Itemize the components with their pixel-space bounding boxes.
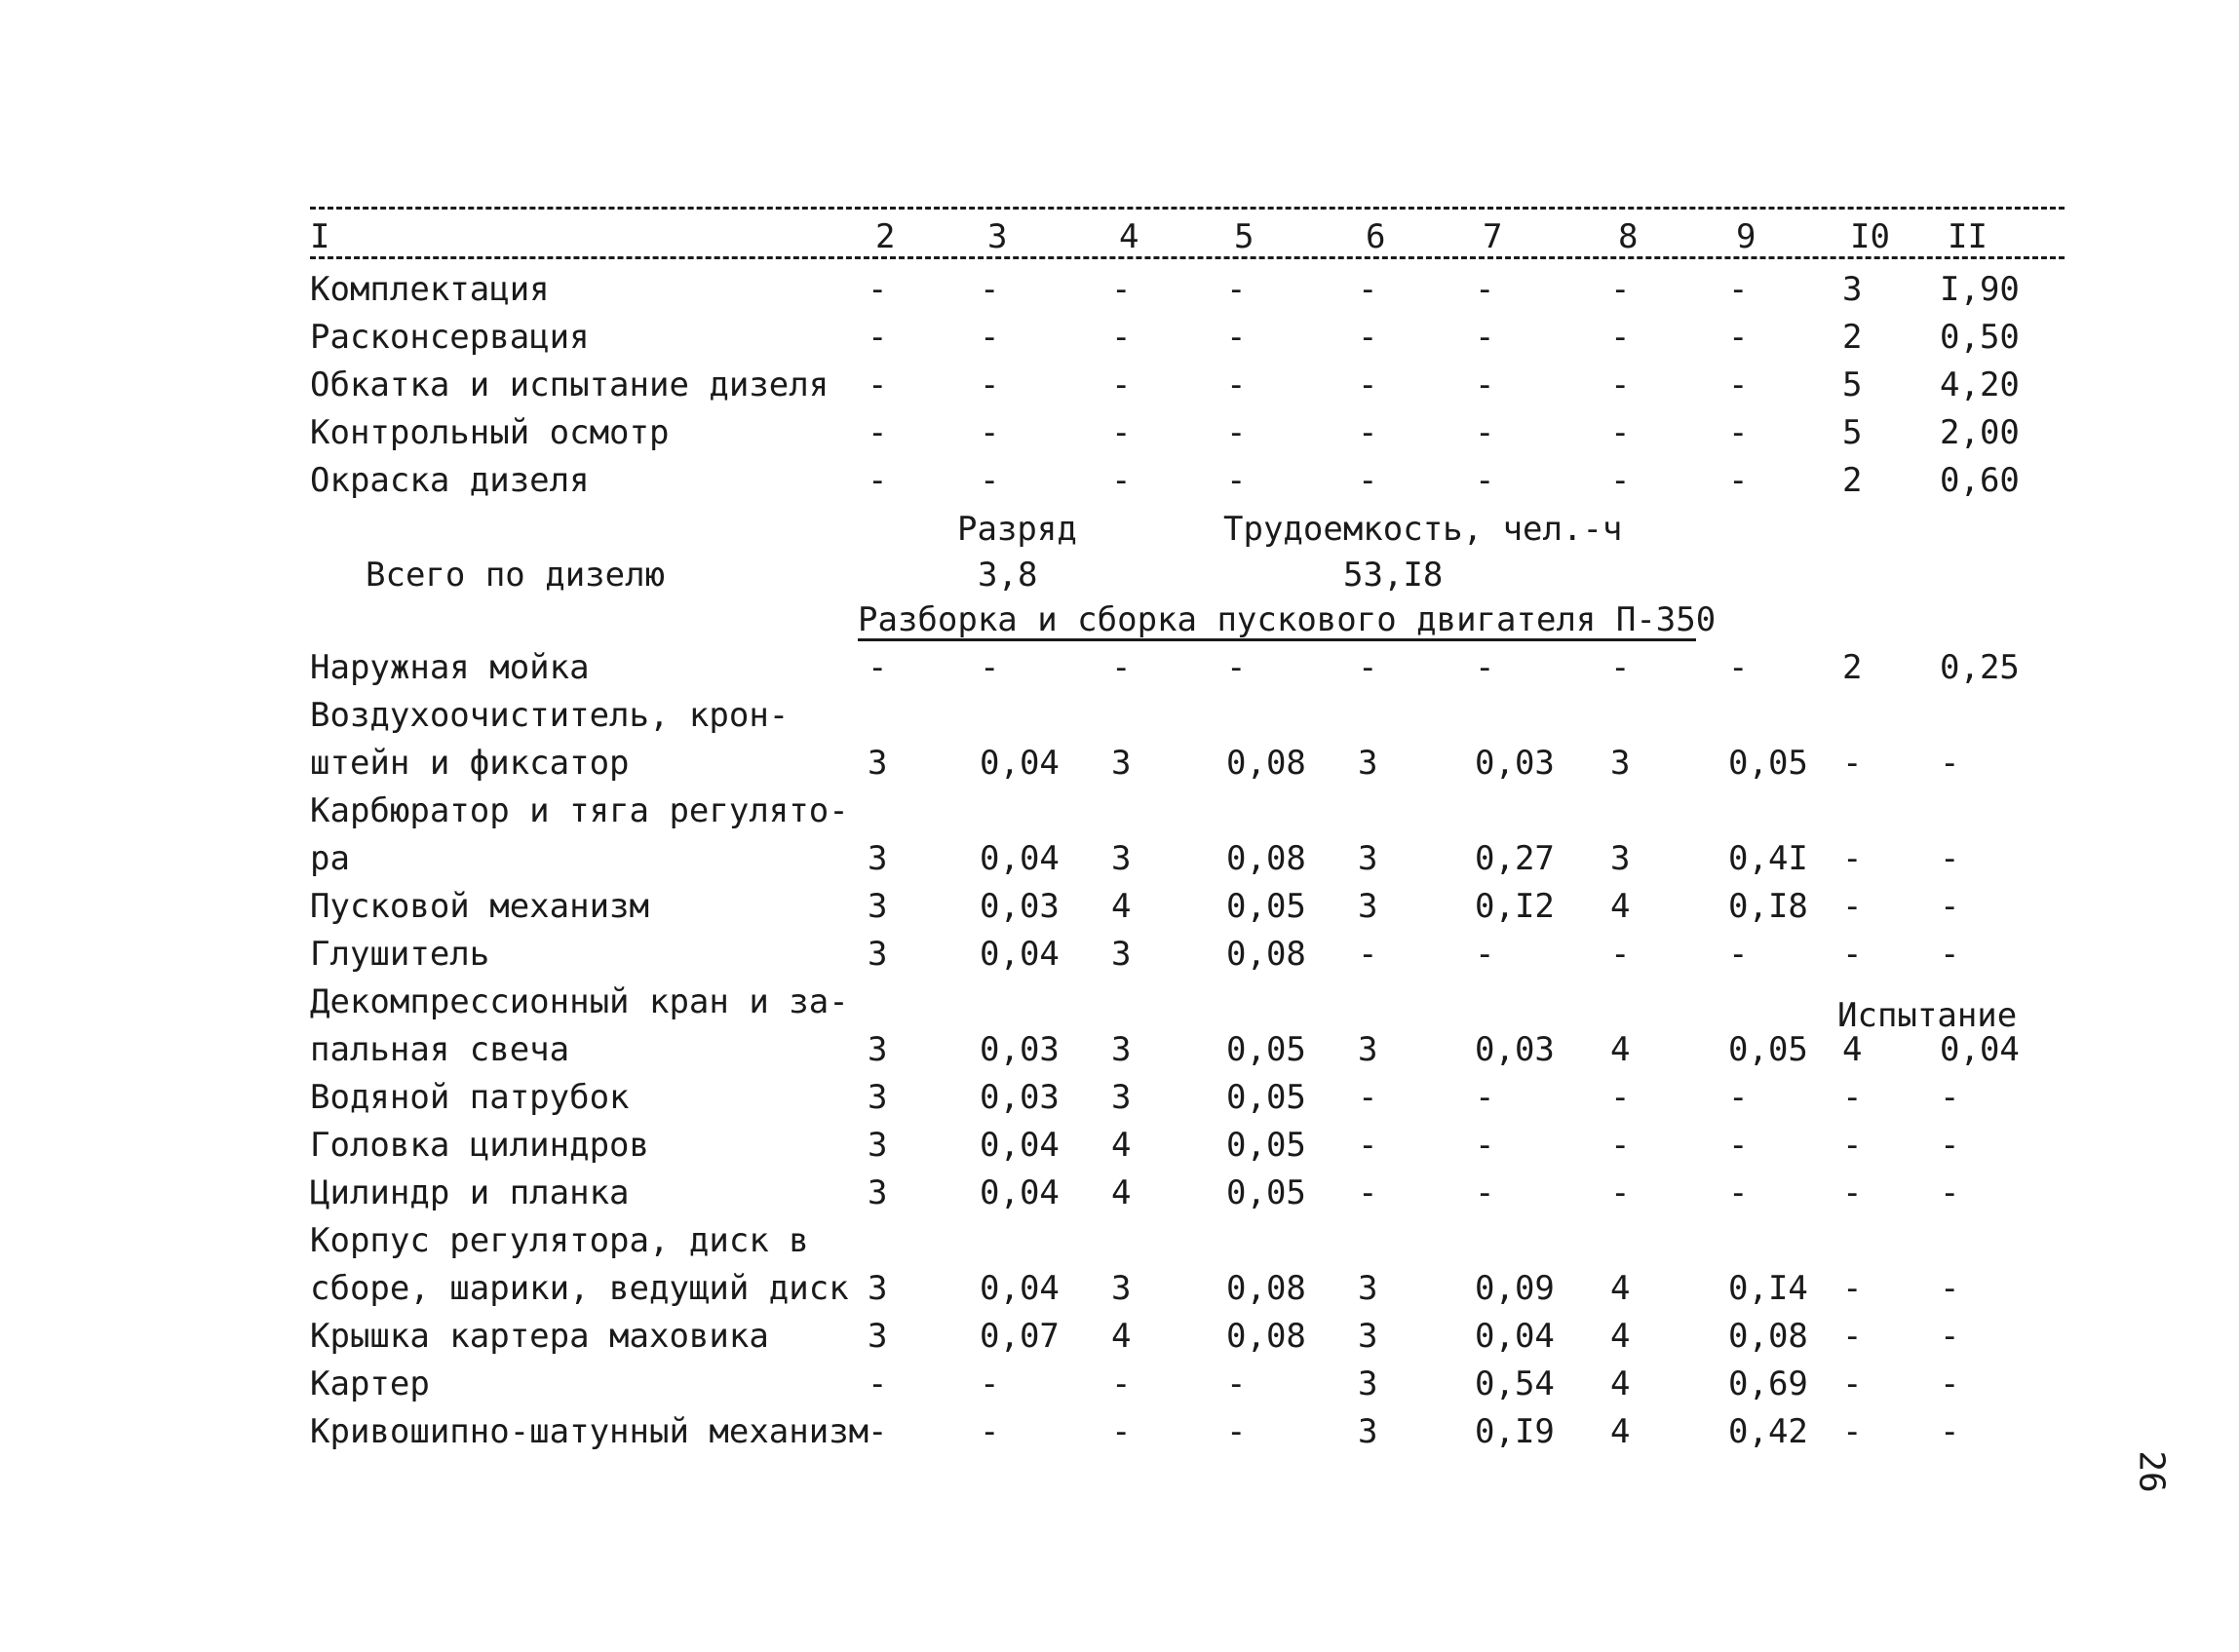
table-cell: 4 <box>1111 1126 1132 1165</box>
header-col-3: 3 <box>987 217 1008 256</box>
table-cell: 3 <box>868 839 888 878</box>
table-cell: - <box>1728 461 1749 500</box>
table-cell: - <box>1610 1173 1631 1212</box>
table-cell: - <box>1475 1173 1495 1212</box>
table-cell: 3 <box>1610 744 1631 783</box>
table-cell: 3 <box>1610 839 1631 878</box>
table-cell: 2,00 <box>1940 413 2020 452</box>
test-note: Испытание <box>1837 996 2018 1035</box>
row-label: Расконсервация <box>310 318 590 357</box>
table-cell: - <box>1475 413 1495 452</box>
table-cell: 4 <box>1842 1030 1863 1069</box>
table-cell: - <box>1940 1269 1960 1308</box>
table-cell: 0,04 <box>980 1269 1060 1308</box>
table-cell: - <box>1610 935 1631 974</box>
table-cell: 4 <box>1610 1364 1631 1403</box>
table-cell: - <box>1475 270 1495 309</box>
table-cell: - <box>980 413 1000 452</box>
table-cell: 0,04 <box>980 1173 1060 1212</box>
table-cell: 0,05 <box>1226 1173 1306 1212</box>
table-cell: 0,03 <box>980 1078 1060 1117</box>
table-cell: 0,08 <box>1226 839 1306 878</box>
table-cell: 3 <box>1111 935 1132 974</box>
table-cell: - <box>1728 935 1749 974</box>
table-cell: - <box>1475 365 1495 404</box>
table-cell: 3 <box>868 1078 888 1117</box>
table-cell: - <box>1358 461 1378 500</box>
table-cell: - <box>1226 648 1247 687</box>
table-cell: - <box>1610 365 1631 404</box>
table-cell: 3 <box>1358 1030 1378 1069</box>
table-cell: - <box>980 318 1000 357</box>
table-cell: 0,08 <box>1226 935 1306 974</box>
razryad-value: 3,8 <box>978 556 1038 595</box>
trudoemkost-value: 53,I8 <box>1343 556 1444 595</box>
header-col-8: 8 <box>1618 217 1639 256</box>
table-cell: 3 <box>868 887 888 926</box>
header-col-2: 2 <box>875 217 896 256</box>
table-cell: 0,I4 <box>1728 1269 1808 1308</box>
table-cell: - <box>1842 839 1863 878</box>
table-cell: 3 <box>868 1317 888 1356</box>
table-cell: 4 <box>1610 1030 1631 1069</box>
table-cell: - <box>1940 1078 1960 1117</box>
row-label: Головка цилиндров <box>310 1126 649 1165</box>
table-cell: - <box>1358 270 1378 309</box>
table-cell: 0,50 <box>1940 318 2020 357</box>
table-cell: - <box>1610 1078 1631 1117</box>
table-cell: - <box>1226 1364 1247 1403</box>
table-cell: 3 <box>1111 1269 1132 1308</box>
header-col-5: 5 <box>1234 217 1255 256</box>
row-label: пальная свеча <box>310 1030 570 1069</box>
table-cell: 4 <box>1111 1317 1132 1356</box>
table-cell: - <box>1842 935 1863 974</box>
section-title: Разборка и сборка пускового двигателя П-350 <box>858 600 1717 639</box>
table-cell: 4 <box>1610 1317 1631 1356</box>
row-label: Контрольный осмотр <box>310 413 670 452</box>
table-cell: 0,03 <box>980 887 1060 926</box>
table-cell: 4 <box>1610 1412 1631 1451</box>
table-cell: 2 <box>1842 318 1863 357</box>
table-cell: 0,05 <box>1226 1126 1306 1165</box>
row-label: Обкатка и испытание дизеля <box>310 365 830 404</box>
table-cell: - <box>868 413 888 452</box>
table-cell: 0,27 <box>1475 839 1555 878</box>
table-cell: - <box>1475 1078 1495 1117</box>
table-cell: 0,04 <box>980 1126 1060 1165</box>
table-cell: 0,I9 <box>1475 1412 1555 1451</box>
row-label: Водяной патрубок <box>310 1078 630 1117</box>
table-cell: - <box>1358 1078 1378 1117</box>
table-cell: 0,08 <box>1728 1317 1808 1356</box>
table-cell: 3 <box>1111 839 1132 878</box>
table-cell: - <box>980 365 1000 404</box>
table-cell: 0,04 <box>980 935 1060 974</box>
table-cell: - <box>1842 1412 1863 1451</box>
table-cell: - <box>1842 1317 1863 1356</box>
header-col-9: 9 <box>1736 217 1756 256</box>
table-cell: - <box>980 270 1000 309</box>
table-cell: 3 <box>868 935 888 974</box>
table-cell: - <box>868 1364 888 1403</box>
table-cell: - <box>1940 1126 1960 1165</box>
row-label: Комплектация <box>310 270 550 309</box>
table-cell: - <box>1610 318 1631 357</box>
table-cell: 0,I8 <box>1728 887 1808 926</box>
table-cell: 3 <box>1111 744 1132 783</box>
table-cell: 0,03 <box>1475 744 1555 783</box>
table-cell: - <box>1475 461 1495 500</box>
table-cell: - <box>1940 887 1960 926</box>
table-cell: - <box>1111 413 1132 452</box>
table-cell: 3 <box>1111 1030 1132 1069</box>
table-cell: - <box>1226 365 1247 404</box>
header-col-6: 6 <box>1366 217 1386 256</box>
table-cell: 0,03 <box>980 1030 1060 1069</box>
table-cell: - <box>1728 1126 1749 1165</box>
row-label: Корпус регулятора, диск в <box>310 1221 809 1260</box>
table-cell: 3 <box>1358 1412 1378 1451</box>
table-cell: 0,69 <box>1728 1364 1808 1403</box>
table-cell: 0,07 <box>980 1317 1060 1356</box>
table-cell: 0,05 <box>1728 744 1808 783</box>
table-cell: - <box>980 1412 1000 1451</box>
table-cell: - <box>1940 1412 1960 1451</box>
table-cell: 0,08 <box>1226 1269 1306 1308</box>
table-cell: 2 <box>1842 461 1863 500</box>
row-label: Крышка картера маховика <box>310 1317 769 1356</box>
table-cell: - <box>1610 413 1631 452</box>
row-label: сборе, шарики, ведущий диск <box>310 1269 849 1308</box>
table-cell: 0,04 <box>980 744 1060 783</box>
table-cell: 3 <box>868 1269 888 1308</box>
table-cell: - <box>1226 413 1247 452</box>
table-cell: 0,05 <box>1226 1030 1306 1069</box>
row-label: Пусковой механизм <box>310 887 649 926</box>
table-cell: 4 <box>1610 1269 1631 1308</box>
table-cell: 0,03 <box>1475 1030 1555 1069</box>
table-cell: - <box>1728 1078 1749 1117</box>
row-label: Карбюратор и тяга регулято- <box>310 791 849 830</box>
table-cell: - <box>1358 1173 1378 1212</box>
table-cell: - <box>1226 1412 1247 1451</box>
table-cell: 0,05 <box>1728 1030 1808 1069</box>
table-cell: 4 <box>1111 887 1132 926</box>
table-cell: 0,04 <box>1940 1030 2020 1069</box>
table-cell: - <box>1842 744 1863 783</box>
table-cell: 3 <box>1358 1364 1378 1403</box>
table-cell: 0,25 <box>1940 648 2020 687</box>
row-label: Картер <box>310 1364 430 1403</box>
table-cell: - <box>868 270 888 309</box>
table-cell: - <box>1475 1126 1495 1165</box>
table-cell: 3 <box>1842 270 1863 309</box>
table-cell: - <box>1728 365 1749 404</box>
table-cell: - <box>1728 270 1749 309</box>
table-cell: 0,05 <box>1226 1078 1306 1117</box>
header-col-10: I0 <box>1850 217 1890 256</box>
table-cell: - <box>868 648 888 687</box>
table-cell: - <box>1940 839 1960 878</box>
row-label: Глушитель <box>310 935 490 974</box>
trudoemkost-label: Трудоемкость, чел.-ч <box>1223 510 1623 549</box>
header-col-11: II <box>1948 217 1988 256</box>
table-cell: - <box>1358 413 1378 452</box>
table-cell: - <box>1475 648 1495 687</box>
header-col-4: 4 <box>1119 217 1139 256</box>
header-col-1: I <box>310 217 330 256</box>
row-label: ра <box>310 839 350 878</box>
table-cell: - <box>1358 365 1378 404</box>
table-cell: 0,08 <box>1226 744 1306 783</box>
table-cell: 0,04 <box>1475 1317 1555 1356</box>
table-cell: - <box>1111 461 1132 500</box>
table-cell: 3 <box>1358 839 1378 878</box>
table-cell: - <box>1226 461 1247 500</box>
table-cell: 3 <box>868 744 888 783</box>
table-cell: 5 <box>1842 365 1863 404</box>
row-label: Наружная мойка <box>310 648 590 687</box>
table-cell: 3 <box>868 1126 888 1165</box>
table-cell: - <box>1842 1364 1863 1403</box>
table-cell: - <box>1842 887 1863 926</box>
table-cell: - <box>1940 1173 1960 1212</box>
table-cell: 0,4I <box>1728 839 1808 878</box>
table-cell: I,90 <box>1940 270 2020 309</box>
table-cell: - <box>1358 318 1378 357</box>
table-cell: 0,09 <box>1475 1269 1555 1308</box>
table-cell: 0,54 <box>1475 1364 1555 1403</box>
table-cell: - <box>1610 270 1631 309</box>
page-number: 26 <box>2131 1450 2172 1493</box>
table-cell: - <box>1940 1317 1960 1356</box>
table-cell: - <box>1111 648 1132 687</box>
table-cell: - <box>1728 413 1749 452</box>
table-cell: - <box>868 1412 888 1451</box>
row-label: Декомпрессионный кран и за- <box>310 982 849 1021</box>
table-cell: - <box>1358 1126 1378 1165</box>
table-cell: - <box>980 1364 1000 1403</box>
table-cell: 3 <box>868 1173 888 1212</box>
table-cell: - <box>1111 1412 1132 1451</box>
table-top-border <box>310 207 2065 210</box>
table-cell: - <box>1940 935 1960 974</box>
row-label: Окраска дизеля <box>310 461 590 500</box>
table-cell: 4 <box>1111 1173 1132 1212</box>
table-cell: - <box>1111 318 1132 357</box>
table-cell: - <box>1610 461 1631 500</box>
table-cell: - <box>1842 1126 1863 1165</box>
table-cell: - <box>1111 270 1132 309</box>
row-label: Цилиндр и планка <box>310 1173 630 1212</box>
table-cell: 0,08 <box>1226 1317 1306 1356</box>
table-cell: 4,20 <box>1940 365 2020 404</box>
table-cell: - <box>1358 648 1378 687</box>
table-cell: 4 <box>1610 887 1631 926</box>
table-cell: - <box>980 648 1000 687</box>
table-cell: 3 <box>1358 1317 1378 1356</box>
table-cell: 0,05 <box>1226 887 1306 926</box>
table-cell: - <box>1842 1173 1863 1212</box>
table-cell: 2 <box>1842 648 1863 687</box>
header-col-7: 7 <box>1483 217 1503 256</box>
table-cell: - <box>1728 318 1749 357</box>
table-cell: - <box>868 461 888 500</box>
table-cell: - <box>1940 744 1960 783</box>
table-cell: - <box>1610 1126 1631 1165</box>
row-label: Кривошипно-шатунный механизм <box>310 1412 869 1451</box>
header-bottom-border <box>310 256 2065 259</box>
table-cell: 0,60 <box>1940 461 2020 500</box>
table-cell: - <box>1610 648 1631 687</box>
table-cell: - <box>980 461 1000 500</box>
table-cell: - <box>1226 270 1247 309</box>
table-cell: 3 <box>1358 887 1378 926</box>
table-cell: 3 <box>1358 1269 1378 1308</box>
table-cell: 5 <box>1842 413 1863 452</box>
total-label: Всего по дизелю <box>366 556 666 595</box>
razryad-label: Разряд <box>957 510 1077 549</box>
table-cell: 3 <box>868 1030 888 1069</box>
table-cell: - <box>1940 1364 1960 1403</box>
table-cell: 3 <box>1111 1078 1132 1117</box>
table-cell: 0,04 <box>980 839 1060 878</box>
table-cell: 0,42 <box>1728 1412 1808 1451</box>
table-cell: - <box>1842 1078 1863 1117</box>
row-label: штейн и фиксатор <box>310 744 630 783</box>
table-cell: - <box>1111 1364 1132 1403</box>
table-cell: - <box>1728 1173 1749 1212</box>
table-cell: - <box>1475 935 1495 974</box>
table-cell: - <box>1226 318 1247 357</box>
table-cell: - <box>1728 648 1749 687</box>
table-cell: - <box>1475 318 1495 357</box>
table-cell: - <box>1111 365 1132 404</box>
table-cell: 3 <box>1358 744 1378 783</box>
table-cell: - <box>1842 1269 1863 1308</box>
table-cell: - <box>1358 935 1378 974</box>
table-cell: 0,I2 <box>1475 887 1555 926</box>
table-cell: - <box>868 365 888 404</box>
table-cell: - <box>868 318 888 357</box>
row-label: Воздухоочиститель, крон- <box>310 696 790 735</box>
